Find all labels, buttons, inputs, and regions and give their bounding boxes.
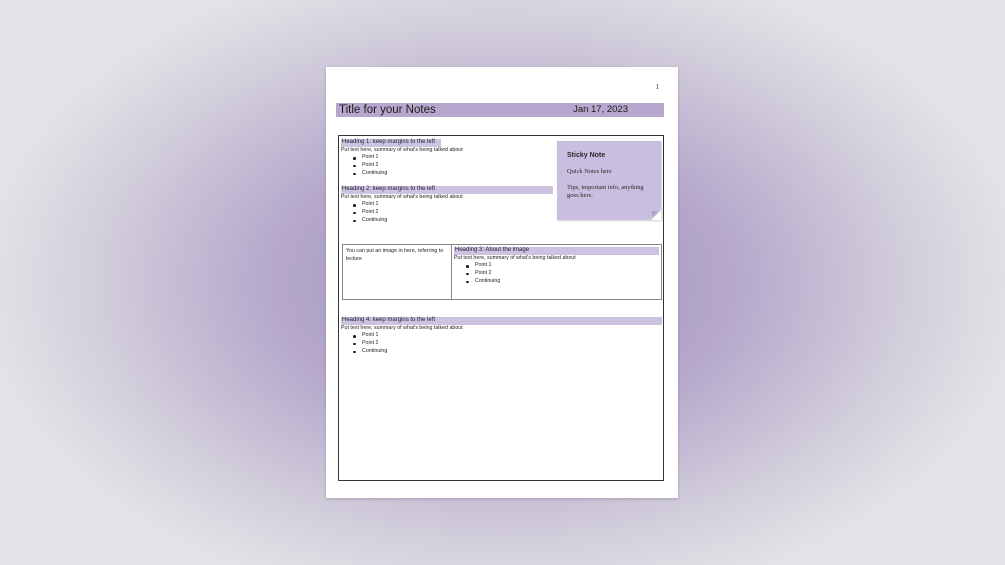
bullet-list bbox=[341, 201, 553, 224]
list-item[interactable]: Point 2 bbox=[465, 270, 659, 278]
image-description-cell bbox=[452, 245, 661, 299]
section-heading-4 bbox=[341, 317, 662, 356]
list-item[interactable]: Point 1 bbox=[352, 332, 662, 340]
summary-text[interactable]: Put text here, summary of what's being talked about bbox=[341, 146, 463, 153]
sticky-note-text: Quick Notes here bbox=[567, 168, 612, 175]
bullet-list bbox=[454, 262, 659, 285]
title-bar bbox=[336, 103, 664, 117]
image-table bbox=[342, 244, 662, 300]
summary-text[interactable]: Put text here, summary of what's being talked about bbox=[341, 193, 463, 200]
date-label[interactable]: Jan 17, 2023 bbox=[573, 104, 628, 115]
list-item[interactable]: Point 2 bbox=[352, 162, 554, 170]
document-page bbox=[326, 67, 678, 498]
summary-text[interactable]: Put text here, summary of what's being talked about bbox=[454, 254, 576, 261]
list-item[interactable]: Point 2 bbox=[352, 340, 662, 348]
list-item[interactable]: Point 1 bbox=[352, 154, 554, 162]
notes-frame bbox=[338, 135, 664, 481]
page-number: 1 bbox=[655, 83, 659, 91]
heading-1[interactable]: Heading 1: keep margins to the left bbox=[341, 139, 441, 147]
list-item[interactable]: Continuing bbox=[352, 217, 553, 225]
list-item[interactable]: Point 1 bbox=[352, 201, 553, 209]
list-item[interactable]: Point 2 bbox=[352, 209, 553, 217]
summary-text[interactable]: Put text here, summary of what's being talked about bbox=[341, 324, 463, 331]
sticky-note[interactable] bbox=[557, 141, 661, 220]
heading-4[interactable]: Heading 4: keep margins to the left bbox=[341, 317, 662, 325]
list-item[interactable]: Point 1 bbox=[465, 262, 659, 270]
list-item[interactable]: Continuing bbox=[352, 348, 662, 356]
bullet-list bbox=[341, 332, 662, 355]
heading-2[interactable]: Heading 2: keep margins to the left bbox=[341, 186, 553, 194]
sticky-note-title: Sticky Note bbox=[567, 152, 606, 159]
page-title[interactable]: Title for your Notes bbox=[339, 104, 436, 116]
list-item[interactable]: Continuing bbox=[352, 170, 554, 178]
bullet-list bbox=[341, 154, 554, 177]
section-heading-1 bbox=[341, 139, 554, 178]
heading-3[interactable]: Heading 3: About the image bbox=[454, 247, 659, 255]
section-heading-2 bbox=[341, 186, 553, 225]
list-item[interactable]: Continuing bbox=[465, 278, 659, 286]
image-cell[interactable]: You can put an image in here, referring to lecture bbox=[343, 245, 452, 299]
sticky-note-tips: Tips, important info, anything goes here. bbox=[567, 184, 644, 199]
